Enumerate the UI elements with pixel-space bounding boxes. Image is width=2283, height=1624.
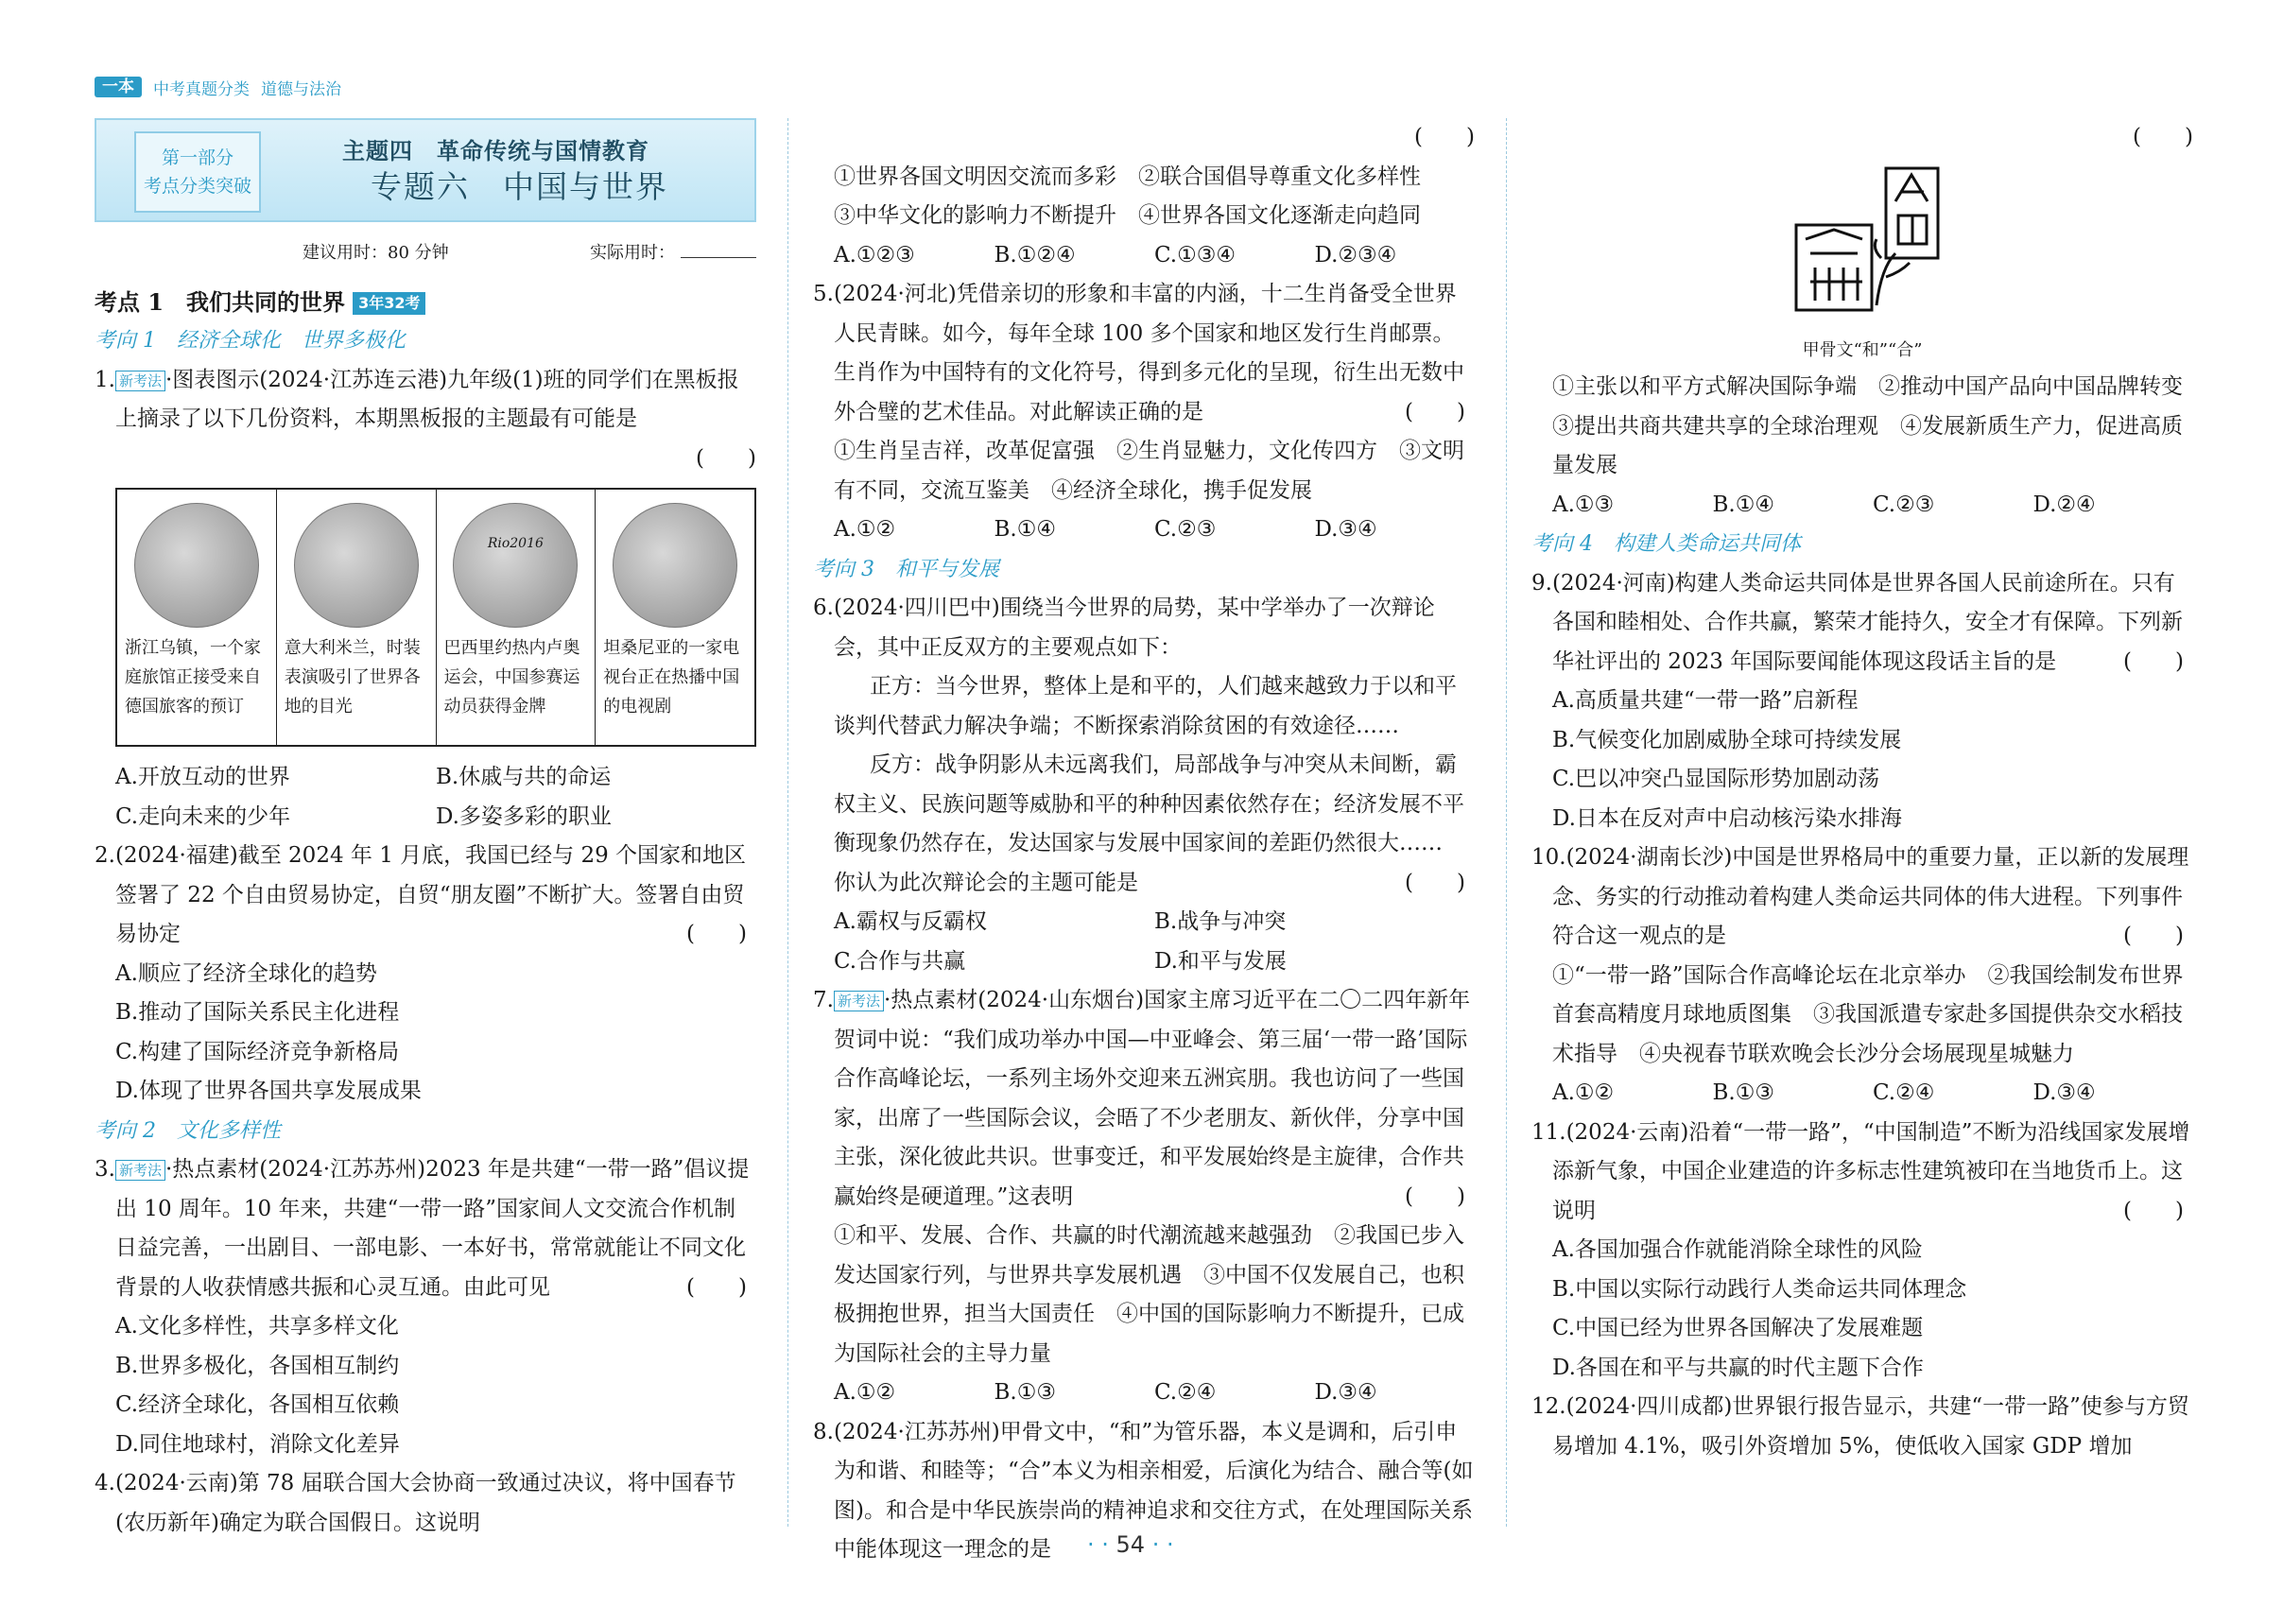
question-stem: 6.(2024·四川巴中)围绕当今世界的局势，某中学举办了一次辩论会，其中正反双方的主要观点如下： bbox=[813, 596, 1435, 660]
option: C.合作与共赢 bbox=[834, 948, 966, 974]
option: B.中国以实际行动践行人类命运共同体理念 bbox=[1552, 1276, 1967, 1302]
paren-text: ( ) bbox=[1405, 870, 1465, 895]
option: C.②④ bbox=[1873, 1080, 1935, 1105]
statement-items: ①生肖呈吉祥，改革促富强 ②生肖显魅力，文化传四方 ③文明有不同，交流互鉴美 ④经济全球化，携手促发展 bbox=[834, 439, 1464, 503]
option: B.休戚与共的命运 bbox=[436, 765, 612, 789]
question-10 bbox=[1531, 838, 2193, 957]
photo-caption: 意大利米兰，时装表演吸引了世界各地的目光 bbox=[284, 638, 421, 717]
option: C.②④ bbox=[1154, 1380, 1217, 1405]
question-stem: 3. 新考法 ·热点素材(2024·江苏苏州)2023 年是共建“一带一路”倡议提出 10 周年。10 年来，共建“一带一路”国家间人文交流合作机制日益完善，一出剧目、一部电影、一本好书，常常就能让不同文化背景的人收获情感共振和心灵互通。由此可见 bbox=[95, 1157, 750, 1300]
column-middle bbox=[813, 118, 1475, 1570]
option: A.①②③ bbox=[834, 242, 915, 268]
option: C.走向未来的少年 bbox=[115, 803, 291, 829]
paren-text: ( ) bbox=[2133, 125, 2193, 149]
question-stem: 9.(2024·河南)构建人类命运共同体是世界各国人民前途所在。只有各国和睦相处、合作共赢，繁荣才能持久，安全才有保障。下列新华社评出的 2023 年国际要闻能体现这段话主旨的是 bbox=[1531, 570, 2183, 674]
option: D.同住地球村，消除文化差异 bbox=[115, 1431, 400, 1457]
option: B.战争与冲突 bbox=[1154, 909, 1287, 934]
option: D.体现了世界各国共享发展成果 bbox=[115, 1079, 422, 1103]
actual-time-label: 实际用时： bbox=[590, 243, 675, 263]
part-label: 第一部分 bbox=[161, 147, 233, 168]
paren-text: ( ) bbox=[686, 922, 747, 946]
kaodian-heading bbox=[95, 283, 756, 322]
option: B.推动了国际关系民主化进程 bbox=[115, 1000, 400, 1025]
ask-text: 你认为此次辩论会的主题可能是 bbox=[834, 870, 1138, 895]
paren-text: ( ) bbox=[1405, 399, 1465, 424]
option: A.①② bbox=[834, 1380, 896, 1405]
option: D.③④ bbox=[2032, 1080, 2096, 1105]
photo-cell bbox=[596, 490, 754, 745]
paren-text: ( ) bbox=[696, 445, 756, 471]
question-9 bbox=[1531, 564, 2193, 682]
photo-strip bbox=[115, 488, 756, 747]
option: C.巴以冲突凸显国际形势加剧动荡 bbox=[1552, 767, 1880, 791]
part-sublabel: 考点分类突破 bbox=[143, 176, 251, 197]
question-1 bbox=[95, 361, 756, 440]
kaoxiang-heading: 考向 1 经济全球化 世界多极化 bbox=[95, 329, 406, 353]
statement-items: ①和平、发展、合作、共赢的时代潮流越来越强劲 ②我国已步入发达国家行列，与世界共享发展机遇 ③中国不仅发展自己，也积极拥抱世界，担当大国责任 ④中国的国际影响力不断提升，已成为国际社会的主导力量 bbox=[834, 1223, 1464, 1366]
option: B.①③ bbox=[1712, 1080, 1774, 1105]
option: A.①③ bbox=[1552, 492, 1615, 517]
question-stem: 2.(2024·福建)截至 2024 年 1 月底，我国已经与 29 个国家和地区签署了 22 个自由贸易协定，自贸“朋友圈”不断扩大。签署自由贸易协定 bbox=[95, 843, 747, 946]
column-left bbox=[95, 118, 756, 1543]
option: D.日本在反对声中启动核污染水排海 bbox=[1552, 805, 1902, 831]
options bbox=[813, 1373, 1475, 1413]
option: C.②③ bbox=[1154, 517, 1217, 542]
kaoxiang-heading: 考向 2 文化多样性 bbox=[95, 1118, 281, 1143]
theme-title: 主题四 革命传统与国情教育 bbox=[342, 137, 649, 164]
question-6 bbox=[813, 589, 1475, 667]
question-stem: 1. 新考法 ·图表图示(2024·江苏连云港)九年级(1)班的同学们在黑板报上摘录了以下几份资料，本期黑板报的主题最有可能是 bbox=[95, 367, 739, 431]
question-2 bbox=[95, 837, 756, 955]
page-number: · · 54 · · bbox=[1087, 1531, 1174, 1558]
option: A.开放互动的世界 bbox=[115, 765, 290, 789]
actual-time bbox=[590, 233, 756, 273]
timing-row bbox=[95, 233, 756, 273]
statement-items: ①主张以和平方式解决国际争端 ②推动中国产品向中国品牌转变 ③提出共商共建共享的全球治理观 ④发展新质生产力，促进高质量发展 bbox=[1552, 374, 2205, 477]
option: D.各国在和平与共赢的时代主题下合作 bbox=[1552, 1355, 1924, 1380]
question-7 bbox=[813, 981, 1475, 1217]
option: A.各国加强合作就能消除全球性的风险 bbox=[1552, 1237, 1923, 1262]
statement-items: ①世界各国文明因交流而多彩 ②联合国倡导尊重文化多样性 bbox=[834, 164, 1421, 189]
debate-pro: 正方：当今世界，整体上是和平的，人们越来越致力于以和平谈判代替武力解决争端；不断探索消除贫困的有效途径…… bbox=[834, 674, 1457, 738]
question-stem: 7. 新考法 ·热点素材(2024·山东烟台)国家主席习近平在二〇二四年新年贺词中说：“我们成功举办中国—中亚峰会、第三届‘一带一路’国际合作高峰论坛，一系列主场外交迎来五洲宾朋。我也访问了一些国家，出席了一些国际会议，会晤了不少老朋友、新伙伴，分享中国主张，深化彼此共识。世事变迁，和平发展始终是主旋律，合作共赢始终是硬道理。”这表明 bbox=[813, 988, 1471, 1209]
option: B.①④ bbox=[994, 517, 1056, 542]
photo-cell bbox=[117, 490, 277, 745]
option: C.①③④ bbox=[1154, 242, 1236, 268]
photo-caption: 巴西里约热内卢奥运会，中国参赛运动员获得金牌 bbox=[443, 638, 580, 717]
option: D.②③④ bbox=[1314, 242, 1397, 268]
statement-items: ①“一带一路”国际合作高峰论坛在北京举办 ②我国绘制发布世界首套高精度月球地质图集 ③我国派遣专家赴多国提供杂交水稻技术指导 ④央视春节联欢晚会长沙分会场展现星城魅力 bbox=[1552, 962, 2184, 1066]
option: A.霸权与反霸权 bbox=[834, 909, 987, 934]
question-ask bbox=[813, 864, 1475, 904]
question-stem: 4.(2024·云南)第 78 届联合国大会协商一致通过决议，将中国春节(农历新年)确定为联合国假日。这说明 bbox=[95, 1471, 736, 1535]
paren-text: ( ) bbox=[2123, 924, 2184, 948]
topic-banner bbox=[95, 118, 756, 222]
option: B.①③ bbox=[994, 1380, 1056, 1405]
oracle-bone-figure bbox=[1531, 164, 2193, 365]
suggested-time: 建议用时：80 分钟 bbox=[303, 243, 449, 263]
options bbox=[813, 510, 1475, 550]
running-header bbox=[95, 74, 341, 100]
column-right bbox=[1531, 118, 2205, 1466]
question-stem: 10.(2024·湖南长沙)中国是世界格局中的重要力量，正以新的发展理念、务实的行动推动着构建人类命运共同体的伟大进程。下列事件符合这一观点的是 bbox=[1531, 845, 2189, 948]
option: C.经济全球化，各国相互依赖 bbox=[115, 1392, 400, 1417]
photo-olympics-text: Rio2016 bbox=[487, 536, 544, 551]
question-5 bbox=[813, 275, 1475, 432]
kaodian-title: 考点 1 我们共同的世界 bbox=[95, 287, 346, 316]
new-method-tag: 新考法 bbox=[834, 991, 884, 1011]
question-stem: 11.(2024·云南)沿着“一带一路”，“中国制造”不断为沿线国家发展增添新气象，中国企业建造的许多标志性建筑被印在当地货币上。这说明 bbox=[1531, 1119, 2190, 1223]
photo-caption: 坦桑尼亚的一家电视台正在热播中国的电视剧 bbox=[603, 638, 740, 717]
paren-text: ( ) bbox=[2123, 648, 2184, 674]
option: D.③④ bbox=[1314, 517, 1377, 542]
topic-title: 专题六 中国与世界 bbox=[371, 168, 668, 205]
question-3 bbox=[95, 1150, 756, 1307]
column-divider bbox=[787, 118, 788, 1527]
question-4-start bbox=[95, 1464, 756, 1543]
answer-paren bbox=[95, 440, 756, 479]
paren-text: ( ) bbox=[1405, 1183, 1465, 1209]
photo-fashion bbox=[294, 503, 419, 628]
option: B.世界多极化，各国相互制约 bbox=[115, 1353, 400, 1378]
option: B.气候变化加剧威胁全球可持续发展 bbox=[1552, 727, 1902, 752]
photo-olympics bbox=[453, 503, 578, 628]
option: D.②④ bbox=[2032, 492, 2096, 517]
question-stem: 8.(2024·江苏苏州)甲骨文中，“和”为管乐器，本义是调和，后引申为和谐、和睦等；“合”本义为相亲相爱，后演化为结合、融合等(如图)。和合是中华民族崇尚的精神追求和交往方式，在处理国际关系中能体现这一理念的是 bbox=[813, 1419, 1474, 1562]
kaoxiang-heading: 考向 4 构建人类命运共同体 bbox=[1531, 532, 1801, 556]
oracle-bone-glyphs-icon bbox=[1777, 164, 1947, 324]
options bbox=[813, 903, 1475, 981]
new-method-tag: 新考法 bbox=[115, 371, 165, 391]
subject-title: 道德与法治 bbox=[261, 79, 341, 99]
options bbox=[1531, 1074, 2193, 1114]
photo-cell bbox=[277, 490, 437, 745]
paren-text: ( ) bbox=[2123, 1198, 2184, 1223]
series-title: 中考真题分类 bbox=[153, 79, 250, 99]
option: A.①② bbox=[834, 517, 896, 542]
question-stem: 12.(2024·四川成都)世界银行报告显示，共建“一带一路”使参与方贸易增加 4.1%，吸引外资增加 5%，使低收入国家 GDP 增加 bbox=[1531, 1394, 2189, 1459]
actual-time-blank bbox=[681, 257, 756, 258]
option: D.③④ bbox=[1314, 1380, 1377, 1405]
kaodian-badge: 3年32考 bbox=[353, 292, 425, 315]
photo-tv bbox=[613, 503, 737, 628]
series-logo: 一本 bbox=[95, 77, 142, 97]
question-12-start bbox=[1531, 1388, 2193, 1466]
part-tag bbox=[134, 131, 261, 213]
option: D.和平与发展 bbox=[1154, 948, 1287, 974]
photo-cell bbox=[437, 490, 597, 745]
option: D.多姿多彩的职业 bbox=[436, 803, 612, 829]
option: C.②③ bbox=[1873, 492, 1935, 517]
option: C.构建了国际经济竞争新格局 bbox=[115, 1039, 400, 1064]
paren-text: ( ) bbox=[686, 1274, 747, 1300]
option: B.①④ bbox=[1712, 492, 1774, 517]
options bbox=[1531, 486, 2193, 526]
column-divider bbox=[1506, 118, 1507, 1527]
debate-con: 反方：战争阴影从未远离我们，局部战争与冲突从未间断，霸权主义、民族问题等威胁和平的种种因素依然存在；经济发展不平衡现象仍然存在，发达国家与发展中国家间的差距仍然很大…… bbox=[834, 752, 1464, 855]
options bbox=[95, 758, 756, 837]
answer-paren bbox=[813, 118, 1475, 158]
options bbox=[813, 236, 1475, 276]
question-stem: 5.(2024·河北)凭借亲切的形象和丰富的内涵，十二生肖备受全世界人民青睐。如今，每年全球 100 多个国家和地区发行生肖邮票。生肖作为中国特有的文化符号，得到多元化的呈现，衍生出无数中外合璧的艺术佳品。对此解读正确的是 bbox=[813, 282, 1464, 424]
kaoxiang-heading: 考向 3 和平与发展 bbox=[813, 557, 999, 581]
option: B.①②④ bbox=[994, 242, 1076, 268]
option: C.中国已经为世界各国解决了发展难题 bbox=[1552, 1316, 1924, 1340]
option: A.顺应了经济全球化的趋势 bbox=[115, 960, 377, 986]
statement-items: ③中华文化的影响力不断提升 ④世界各国文化逐渐走向趋同 bbox=[834, 203, 1421, 228]
photo-caption: 浙江乌镇，一个家庭旅馆正接受来自德国旅客的预订 bbox=[125, 638, 261, 717]
figure-caption: 甲骨文“和”“合” bbox=[1802, 340, 1923, 360]
option: A.高质量共建“一带一路”启新程 bbox=[1552, 688, 1859, 713]
photo-hotel bbox=[134, 503, 259, 628]
option: A.文化多样性，共享多样文化 bbox=[115, 1314, 399, 1339]
paren-text: ( ) bbox=[1414, 125, 1475, 149]
question-11 bbox=[1531, 1114, 2193, 1232]
option: A.①② bbox=[1552, 1080, 1615, 1105]
answer-paren bbox=[1531, 118, 2193, 158]
new-method-tag: 新考法 bbox=[115, 1160, 165, 1181]
